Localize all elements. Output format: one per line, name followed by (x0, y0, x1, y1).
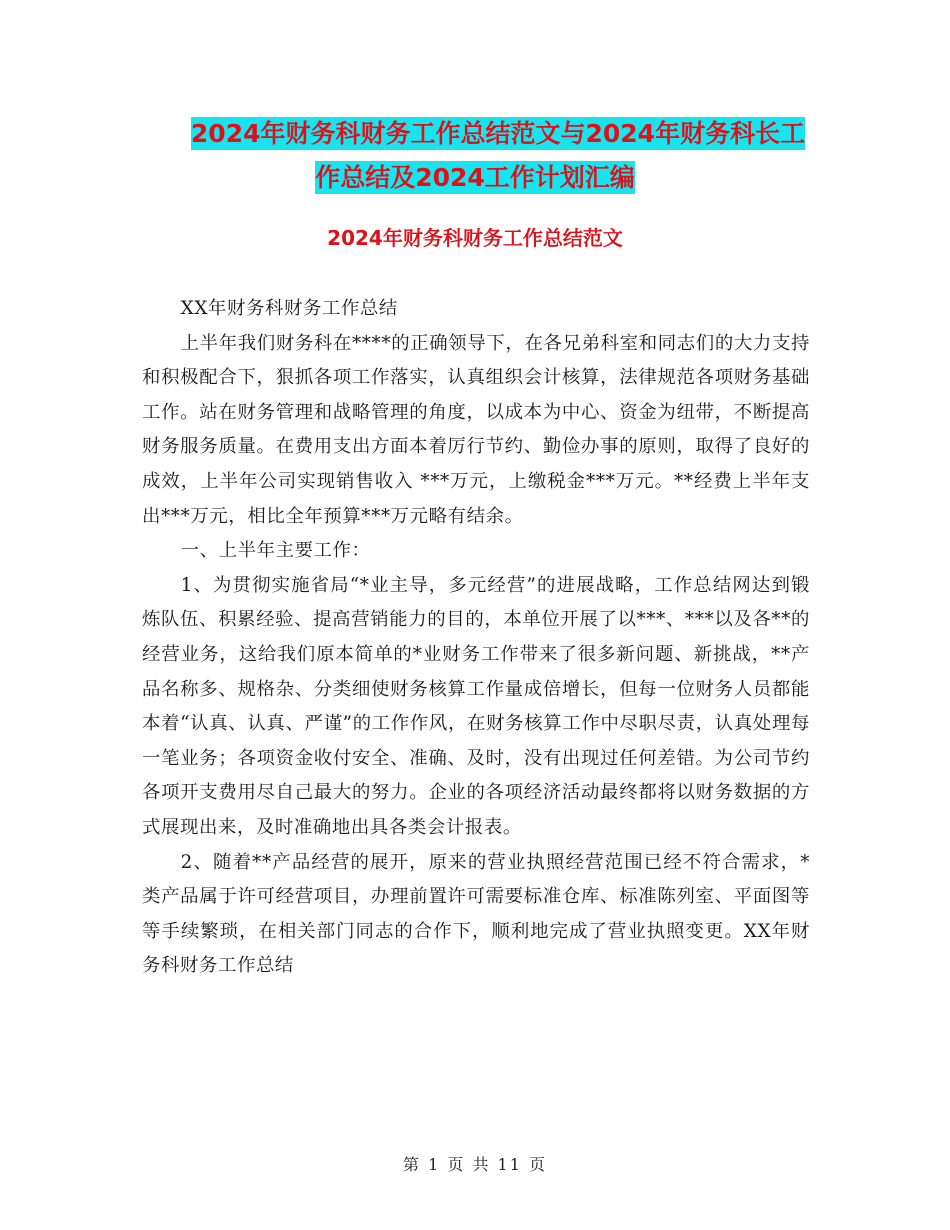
paragraph-item-1: 1、为贯彻实施省局“*业主导，多元经营”的进展战略，工作总结网达到锻炼队伍、积累经验、提高营销能力的目的，本单位开展了以***、***以及各**的经营业务，这给我们原本简单的*业财务工作带来了很多新问题、新挑战，**产品名称多、规格杂、分类细使财务核算工作量成倍增长，但每一位财务人员都能本着“认真、认真、严谨”的工作作风，在财务核算工作中尽职尽责，认真处理每一笔业务；各项资金收付安全、准确、及时，没有出现过任何差错。为公司节约各项开支费用尽自己最大的努力。企业的各项经济活动最终都将以财务数据的方式展现出来，及时准确地出具各类会计报表。 (142, 574, 810, 838)
title-line-2 (0, 156, 950, 200)
paragraph-section-heading: 一、上半年主要工作： (180, 540, 371, 562)
body-text (142, 292, 810, 984)
title-line-1 (0, 112, 950, 156)
paragraph-intro: 上半年我们财务科在****的正确领导下，在各兄弟科室和同志们的大力支持和积极配合下，狠抓各项工作落实，认真组织会计核算，法律规范各项财务基础工作。站在财务管理和战略管理的角度，以成本为中心、资金为纽带，不断提高财务服务质量。在费用支出方面本着厉行节约、勤俭办事的原则，取得了良好的成效，上半年公司实现销售收入 ***万元，上缴税金***万元。**经费上半年支出***万元，相比全年预算***万元略有结余。 (142, 332, 810, 527)
paragraph-item-2: 2、随着**产品经营的展开，原来的营业执照经营范围已经不符合需求，*类产品属于许可经营项目，办理前置许可需要标准仓库、标准陈列室、平面图等等手续繁琐，在相关部门同志的合作下，顺利地完成了营业执照变更。XX年财务科财务工作总结 (142, 851, 810, 977)
page-footer: 第 1 页 共 11 页 (403, 1155, 547, 1174)
paragraph-summary-title: XX年财务科财务工作总结 (180, 298, 398, 319)
section-heading: 2024年财务科财务工作总结范文 (327, 226, 623, 250)
title-line-1-text: 2024年财务科财务工作总结范文与2024年财务科长工 (190, 119, 806, 148)
document-title (0, 112, 950, 200)
title-line-2-text: 作总结及2024工作计划汇编 (315, 163, 635, 192)
